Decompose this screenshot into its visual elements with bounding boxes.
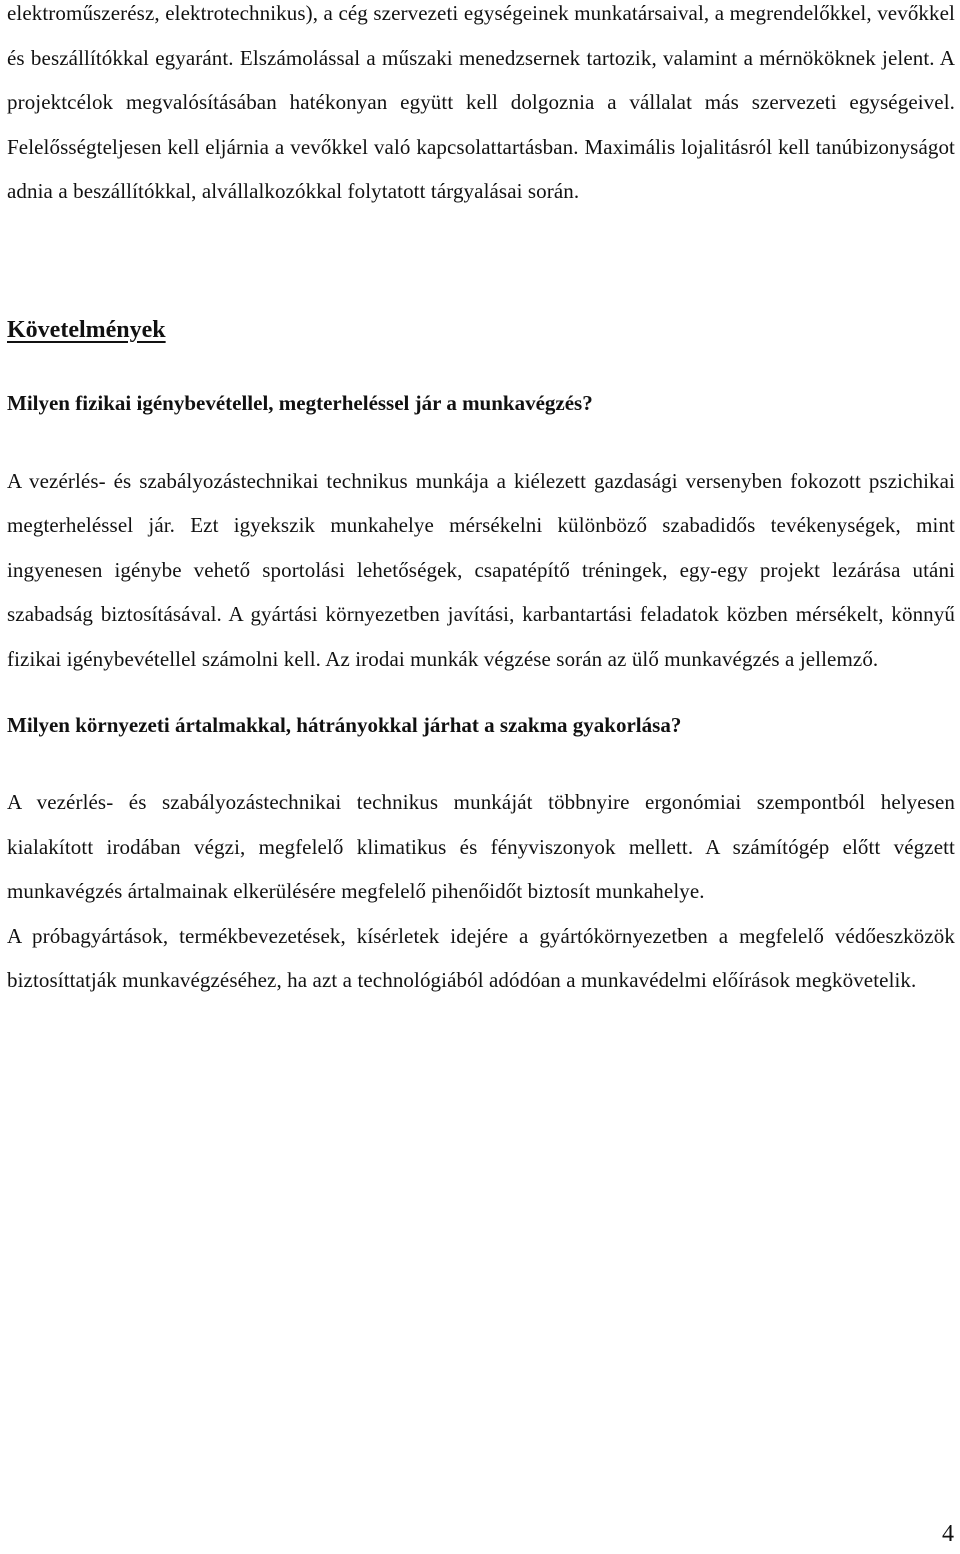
document-page (7, 0, 955, 1003)
question-environmental-hazards: Milyen környezeti ártalmakkal, hátrányokkal járhat a szakma gyakorlása? (7, 713, 682, 737)
answer-environmental-hazards-2: A próbagyártások, termékbevezetések, kísérletek idejére a gyártókörnyezetben a megfelelő védőeszközök biztosíttatják munkavégzéséhez, ha azt a technológiából adódóan a munkavédelmi előírások megkövetelik. (7, 923, 955, 992)
answer-physical-load: A vezérlés- és szabályozástechnikai technikus munkája a kiélezett gazdasági versenyben fokozott pszichikai megterheléssel jár. Ezt igyekszik munkahelye mérsékelni különböző szabadidős tevékenységek, mint ingyenesen igénybe vehető sportolási lehetőségek, csapatépítő tréningek, egy-egy projekt lezárása utáni szabadság biztosításával. A gyártási környezetben javítási, karbantartási feladatok közben mérsékelt, könnyű fizikai igénybevétellel számolni kell. Az irodai munkák végzése során az ülő munkavégzés a jellemző. (7, 468, 955, 671)
section-heading: Követelmények (7, 316, 166, 343)
intro-paragraph: elektroműszerész, elektrotechnikus), a cég szervezeti egységeinek munkatársaival, a megrendelőkkel, vevőkkel és beszállítókkal egyaránt. Elszámolással a műszaki menedzsernek tartozik, valamint a mérnököknek jelent. A projektcélok megvalósításában hatékonyan együtt kell dolgoznia a vállalat más szervezeti egységeivel. Felelősségteljesen kell eljárnia a vevőkkel való kapcsolattartásban. Maximális lojalitásról kell tanúbizonyságot adnia a beszállítókkal, alvállalkozókkal folytatott tárgyalásai során. (7, 1, 955, 203)
answer-environmental-hazards-1: A vezérlés- és szabályozástechnikai technikus munkáját többnyire ergonómiai szempontból helyesen kialakított irodában végzi, megfelelő klimatikus és fényviszonyok mellett. A számítógép előtt végzett munkavégzés ártalmainak elkerülésére megfelelő pihenőidőt biztosít munkahelye. (7, 790, 955, 903)
question-physical-load: Milyen fizikai igénybevétellel, megterheléssel jár a munkavégzés? (7, 390, 593, 415)
page-number: 4 (942, 1521, 954, 1547)
